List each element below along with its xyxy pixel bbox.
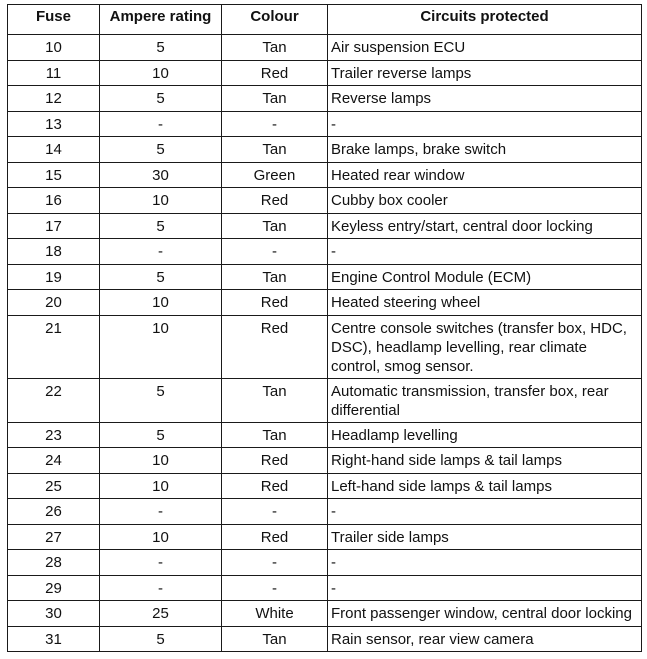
colour-cell: Red (222, 524, 328, 550)
colour-cell: Red (222, 448, 328, 474)
table-row (8, 524, 642, 550)
fuse-number-cell: 27 (8, 524, 100, 550)
colour-cell: Tan (222, 422, 328, 448)
table-row (8, 422, 642, 448)
circuits-protected-cell: Keyless entry/start, central door locking (328, 213, 642, 239)
circuits-protected-cell: Air suspension ECU (328, 35, 642, 61)
table-row (8, 575, 642, 601)
table-row (8, 601, 642, 627)
fuse-number-cell: 31 (8, 626, 100, 652)
table-row (8, 550, 642, 576)
fuse-number-cell: 18 (8, 239, 100, 265)
colour-cell: Tan (222, 264, 328, 290)
header-colour: Colour (222, 5, 328, 35)
fuse-number-cell: 11 (8, 60, 100, 86)
fuse-number-cell: 21 (8, 315, 100, 378)
colour-cell: Red (222, 290, 328, 316)
table-row (8, 315, 642, 378)
table-row (8, 137, 642, 163)
ampere-rating-cell: 10 (100, 473, 222, 499)
fuse-number-cell: 10 (8, 35, 100, 61)
table-row (8, 162, 642, 188)
ampere-rating-cell: 10 (100, 290, 222, 316)
table-row (8, 35, 642, 61)
table-row (8, 188, 642, 214)
table-row (8, 448, 642, 474)
circuits-protected-cell: Automatic transmission, transfer box, rear differential (328, 378, 642, 422)
colour-cell: Tan (222, 137, 328, 163)
circuits-protected-cell: Heated steering wheel (328, 290, 642, 316)
fuse-number-cell: 25 (8, 473, 100, 499)
circuits-protected-cell: Reverse lamps (328, 86, 642, 112)
fuse-number-cell: 29 (8, 575, 100, 601)
fuse-number-cell: 16 (8, 188, 100, 214)
colour-cell: - (222, 239, 328, 265)
fuse-number-cell: 20 (8, 290, 100, 316)
fuse-number-cell: 19 (8, 264, 100, 290)
fuse-table (7, 4, 642, 652)
table-row (8, 264, 642, 290)
colour-cell: Red (222, 473, 328, 499)
table-row (8, 60, 642, 86)
ampere-rating-cell: - (100, 111, 222, 137)
circuits-protected-cell: Trailer side lamps (328, 524, 642, 550)
table-row (8, 626, 642, 652)
colour-cell: Green (222, 162, 328, 188)
ampere-rating-cell: 5 (100, 422, 222, 448)
colour-cell: Red (222, 315, 328, 378)
colour-cell: Tan (222, 626, 328, 652)
table-row (8, 111, 642, 137)
table-row (8, 499, 642, 525)
circuits-protected-cell: Rain sensor, rear view camera (328, 626, 642, 652)
fuse-number-cell: 14 (8, 137, 100, 163)
ampere-rating-cell: - (100, 575, 222, 601)
table-row (8, 290, 642, 316)
ampere-rating-cell: 10 (100, 448, 222, 474)
circuits-protected-cell: - (328, 575, 642, 601)
colour-cell: Red (222, 188, 328, 214)
colour-cell: White (222, 601, 328, 627)
table-body (8, 35, 642, 652)
colour-cell: - (222, 575, 328, 601)
fuse-number-cell: 28 (8, 550, 100, 576)
ampere-rating-cell: 5 (100, 35, 222, 61)
colour-cell: Red (222, 60, 328, 86)
table-row (8, 86, 642, 112)
fuse-number-cell: 13 (8, 111, 100, 137)
table-row (8, 378, 642, 422)
ampere-rating-cell: 10 (100, 524, 222, 550)
ampere-rating-cell: 10 (100, 315, 222, 378)
table-row (8, 473, 642, 499)
ampere-rating-cell: 30 (100, 162, 222, 188)
ampere-rating-cell: 5 (100, 264, 222, 290)
ampere-rating-cell: - (100, 499, 222, 525)
colour-cell: Tan (222, 378, 328, 422)
fuse-number-cell: 17 (8, 213, 100, 239)
colour-cell: - (222, 550, 328, 576)
fuse-table-container (7, 4, 642, 652)
ampere-rating-cell: - (100, 550, 222, 576)
circuits-protected-cell: Cubby box cooler (328, 188, 642, 214)
fuse-number-cell: 26 (8, 499, 100, 525)
fuse-number-cell: 22 (8, 378, 100, 422)
circuits-protected-cell: - (328, 499, 642, 525)
circuits-protected-cell: - (328, 239, 642, 265)
ampere-rating-cell: 5 (100, 137, 222, 163)
fuse-number-cell: 15 (8, 162, 100, 188)
colour-cell: Tan (222, 86, 328, 112)
fuse-number-cell: 23 (8, 422, 100, 448)
table-header (8, 5, 642, 35)
circuits-protected-cell: Heated rear window (328, 162, 642, 188)
header-ampere-rating: Ampere rating (100, 5, 222, 35)
circuits-protected-cell: - (328, 550, 642, 576)
ampere-rating-cell: 5 (100, 213, 222, 239)
ampere-rating-cell: 10 (100, 60, 222, 86)
circuits-protected-cell: Headlamp levelling (328, 422, 642, 448)
ampere-rating-cell: 10 (100, 188, 222, 214)
colour-cell: - (222, 499, 328, 525)
ampere-rating-cell: 5 (100, 86, 222, 112)
header-fuse: Fuse (8, 5, 100, 35)
circuits-protected-cell: Front passenger window, central door locking (328, 601, 642, 627)
ampere-rating-cell: 5 (100, 378, 222, 422)
table-row (8, 239, 642, 265)
fuse-number-cell: 12 (8, 86, 100, 112)
fuse-number-cell: 24 (8, 448, 100, 474)
circuits-protected-cell: Right-hand side lamps & tail lamps (328, 448, 642, 474)
colour-cell: Tan (222, 213, 328, 239)
circuits-protected-cell: Trailer reverse lamps (328, 60, 642, 86)
colour-cell: - (222, 111, 328, 137)
circuits-protected-cell: - (328, 111, 642, 137)
circuits-protected-cell: Engine Control Module (ECM) (328, 264, 642, 290)
table-row (8, 213, 642, 239)
ampere-rating-cell: 25 (100, 601, 222, 627)
circuits-protected-cell: Centre console switches (transfer box, HDC, DSC), headlamp levelling, rear climate control, smog sensor. (328, 315, 642, 378)
ampere-rating-cell: 5 (100, 626, 222, 652)
circuits-protected-cell: Brake lamps, brake switch (328, 137, 642, 163)
circuits-protected-cell: Left-hand side lamps & tail lamps (328, 473, 642, 499)
colour-cell: Tan (222, 35, 328, 61)
fuse-number-cell: 30 (8, 601, 100, 627)
header-circuits-protected: Circuits protected (328, 5, 642, 35)
ampere-rating-cell: - (100, 239, 222, 265)
